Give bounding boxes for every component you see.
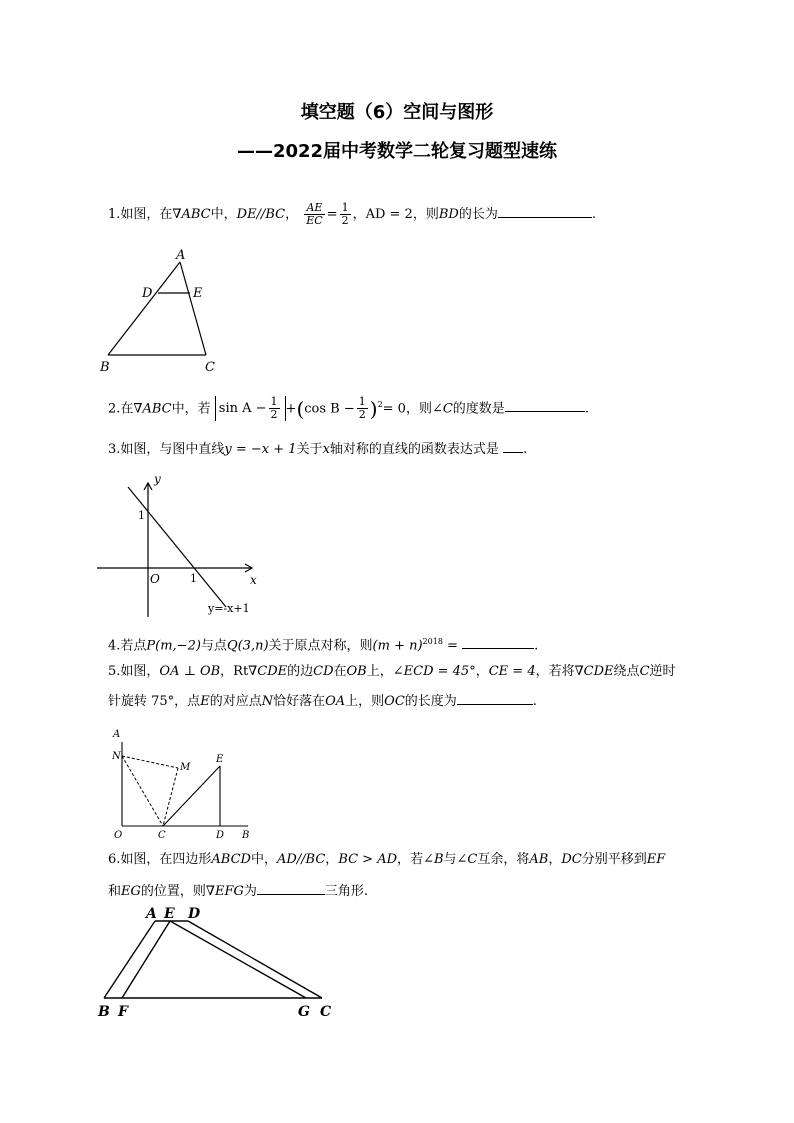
q5-label-d: D	[216, 830, 225, 841]
q6-triangle-efg: ∇EFG	[205, 884, 244, 899]
q1-label-d: D	[142, 286, 153, 301]
q5-end: .	[532, 694, 537, 709]
q6-label-b: B	[98, 1004, 110, 1020]
q4-expr: (m + n)	[372, 638, 423, 654]
page-title: 填空题（6）空间与图形	[300, 102, 494, 123]
q5-oa-perp: OA ⊥ OB	[159, 664, 221, 679]
q1-half-num: 1	[341, 201, 349, 214]
q6-side-dc	[188, 921, 322, 998]
q6-text-1b: 中，	[250, 852, 277, 867]
q6-label-c: C	[320, 1004, 332, 1020]
q5-ce: CE = 4	[488, 664, 536, 679]
q6-eg: EG	[121, 884, 141, 899]
q5-label-m: M	[180, 762, 191, 773]
q1-text-mid: 中，	[210, 207, 237, 222]
q6-label-d: D	[188, 906, 201, 922]
q1-text: 1.如图，在	[108, 207, 173, 222]
q4-exponent: 2018	[422, 637, 443, 646]
q6-text-1h: 分别平移到	[581, 852, 647, 867]
q6-text-1c: ，	[325, 852, 339, 867]
q5-text-2d: 上，则	[345, 694, 385, 709]
q5-text-1f: ，	[475, 664, 489, 679]
q6-label-e: E	[164, 906, 175, 922]
q6-ad-parallel: AD//BC	[276, 852, 326, 867]
q4-text-b: 与点	[200, 638, 227, 654]
q3-end: .	[523, 442, 528, 457]
q5-text-1g: ，若将	[535, 664, 575, 679]
q2-half1-num: 1	[270, 395, 278, 409]
q1-parallel: DE//BC	[236, 207, 286, 222]
q2-text-mid: 中，若	[171, 401, 211, 417]
q3-text-a: 3.如图，与图中直线	[108, 442, 225, 457]
q6-text-2d: 三角形.	[324, 884, 369, 899]
q6-text-1e: 与	[443, 852, 457, 867]
q1-label-a: A	[176, 248, 186, 263]
q6-ef: EF	[646, 852, 666, 867]
q4-eq: =	[442, 638, 458, 654]
q3-label-line: y=-x+1	[208, 602, 250, 615]
q1-bd: BD	[438, 207, 459, 222]
q1-end: .	[591, 207, 596, 222]
q5-text-1e: 上，	[366, 664, 393, 679]
page-subtitle: ——2022届中考数学二轮复习题型速练	[236, 141, 558, 162]
q6-label-a: A	[146, 906, 157, 922]
q5-label-e: E	[216, 754, 224, 765]
q5-triangle: ∇CDE	[248, 664, 288, 679]
q2-angle-c: ∠C	[431, 401, 453, 417]
q3-label-y: y	[154, 472, 161, 486]
q3-label-o: O	[150, 572, 160, 586]
q6-label-f: F	[118, 1004, 128, 1020]
q3-x: x	[322, 442, 330, 457]
q2-half2-den: 2	[358, 408, 366, 422]
q2-sin: sin A −	[218, 401, 267, 417]
q6-text-2c: 为	[243, 884, 257, 899]
q3-label-one-x: 1	[190, 572, 197, 585]
q5-n: N	[261, 694, 274, 709]
q2-end: .	[584, 401, 589, 417]
q5-text-1a: 5.如图，	[108, 664, 160, 679]
q2-half1-den: 2	[270, 408, 278, 422]
q5-e: E	[200, 694, 210, 709]
q5-text-2c: 恰好落在	[273, 694, 326, 709]
q1-cond: ，AD = 2，则	[352, 207, 439, 222]
q5-text-1h: 绕点	[613, 664, 640, 679]
q3-label-one-y: 1	[138, 509, 145, 522]
q5-label-b: B	[242, 830, 250, 841]
q2-eq0: = 0，则	[382, 401, 432, 417]
q1-suffix: 的长为	[458, 207, 498, 222]
q1-label-e: E	[193, 286, 203, 301]
q2-suffix: 的度数是	[452, 401, 505, 417]
q6-side-eg	[170, 921, 306, 998]
q5-oc: OC	[384, 694, 405, 709]
question-2: 2.在∇ABC中，若 sin A − $\frac{1}{2}$ +(cos B − $\frac{1}{2}$ )$^2$= 0，则∠C的度数是 .	[108, 395, 589, 422]
q2-square: 2	[377, 400, 383, 409]
q4-text-a: 4.若点	[108, 638, 147, 654]
q3-text-b: 关于	[296, 442, 323, 457]
q4-end: .	[534, 638, 539, 654]
q6-dc: DC	[561, 852, 582, 867]
q1-half-den: 2	[341, 214, 349, 227]
q5-text-2a: 针旋转 75°，点	[108, 694, 201, 709]
q5-oa: OA	[325, 694, 346, 709]
q1-comma: ，	[285, 207, 299, 222]
q5-angle: ∠ECD = 45°	[392, 664, 476, 679]
q6-bc-gt: BC > AD	[338, 852, 398, 867]
q1-label-c: C	[205, 360, 215, 375]
q6-text-1d: ，若	[397, 852, 424, 867]
q6-abcd: ABCD	[211, 852, 251, 867]
q5-c: C	[639, 664, 650, 679]
q5-triangle-2: ∇CDE	[574, 664, 614, 679]
q2-triangle: ∇ABC	[133, 401, 172, 417]
q5-text-1c: 的边	[287, 664, 314, 679]
q1-frac-num: AE	[304, 202, 324, 215]
q4-point-q: Q(3,n)	[226, 638, 269, 654]
q2-half2-num: 1	[358, 395, 366, 409]
q1-label-b: B	[100, 360, 110, 375]
q5-label-o: O	[114, 830, 123, 841]
q6-text-1f: 互余，将	[477, 852, 530, 867]
q5-cd: CD	[313, 664, 334, 679]
q5-text-1b: ，Rt	[220, 664, 249, 679]
q6-text-1a: 6.如图，在四边形	[108, 852, 212, 867]
q6-angle-c: ∠C	[456, 852, 478, 867]
q1-triangle: ∇ABC	[172, 207, 211, 222]
q5-text-1i: 逆时	[649, 664, 676, 679]
q2-plus: +	[285, 401, 297, 417]
q3-equation: y = −x + 1	[224, 442, 297, 457]
q5-text-1d: 在	[333, 664, 347, 679]
q6-text-1g: ，	[548, 852, 562, 867]
q6-ab: AB	[529, 852, 549, 867]
q5-label-a: A	[113, 729, 121, 740]
q3-label-x: x	[250, 573, 257, 587]
q6-label-g: G	[298, 1004, 310, 1020]
q5-label-c: C	[158, 830, 166, 841]
q2-text: 2.在	[108, 401, 134, 417]
q5-ob: OB	[346, 664, 367, 679]
q2-cos: cos B −	[304, 401, 355, 417]
q5-label-n: N	[112, 751, 121, 762]
q6-angle-b: ∠B	[423, 852, 444, 867]
q1-equals: =	[326, 207, 338, 222]
q1-frac-den: EC	[306, 214, 323, 227]
q3-text-c: 轴对称的直线的函数表达式是	[329, 442, 499, 457]
q6-text-2a: 和	[108, 884, 122, 899]
q4-point-p: P(m,−2)	[146, 638, 201, 654]
q5-text-2e: 的长度为	[404, 694, 457, 709]
q6-text-2b: 的位置，则	[140, 884, 206, 899]
q5-text-2b: 的对应点	[209, 694, 262, 709]
q4-text-c: 关于原点对称，则	[268, 638, 373, 654]
